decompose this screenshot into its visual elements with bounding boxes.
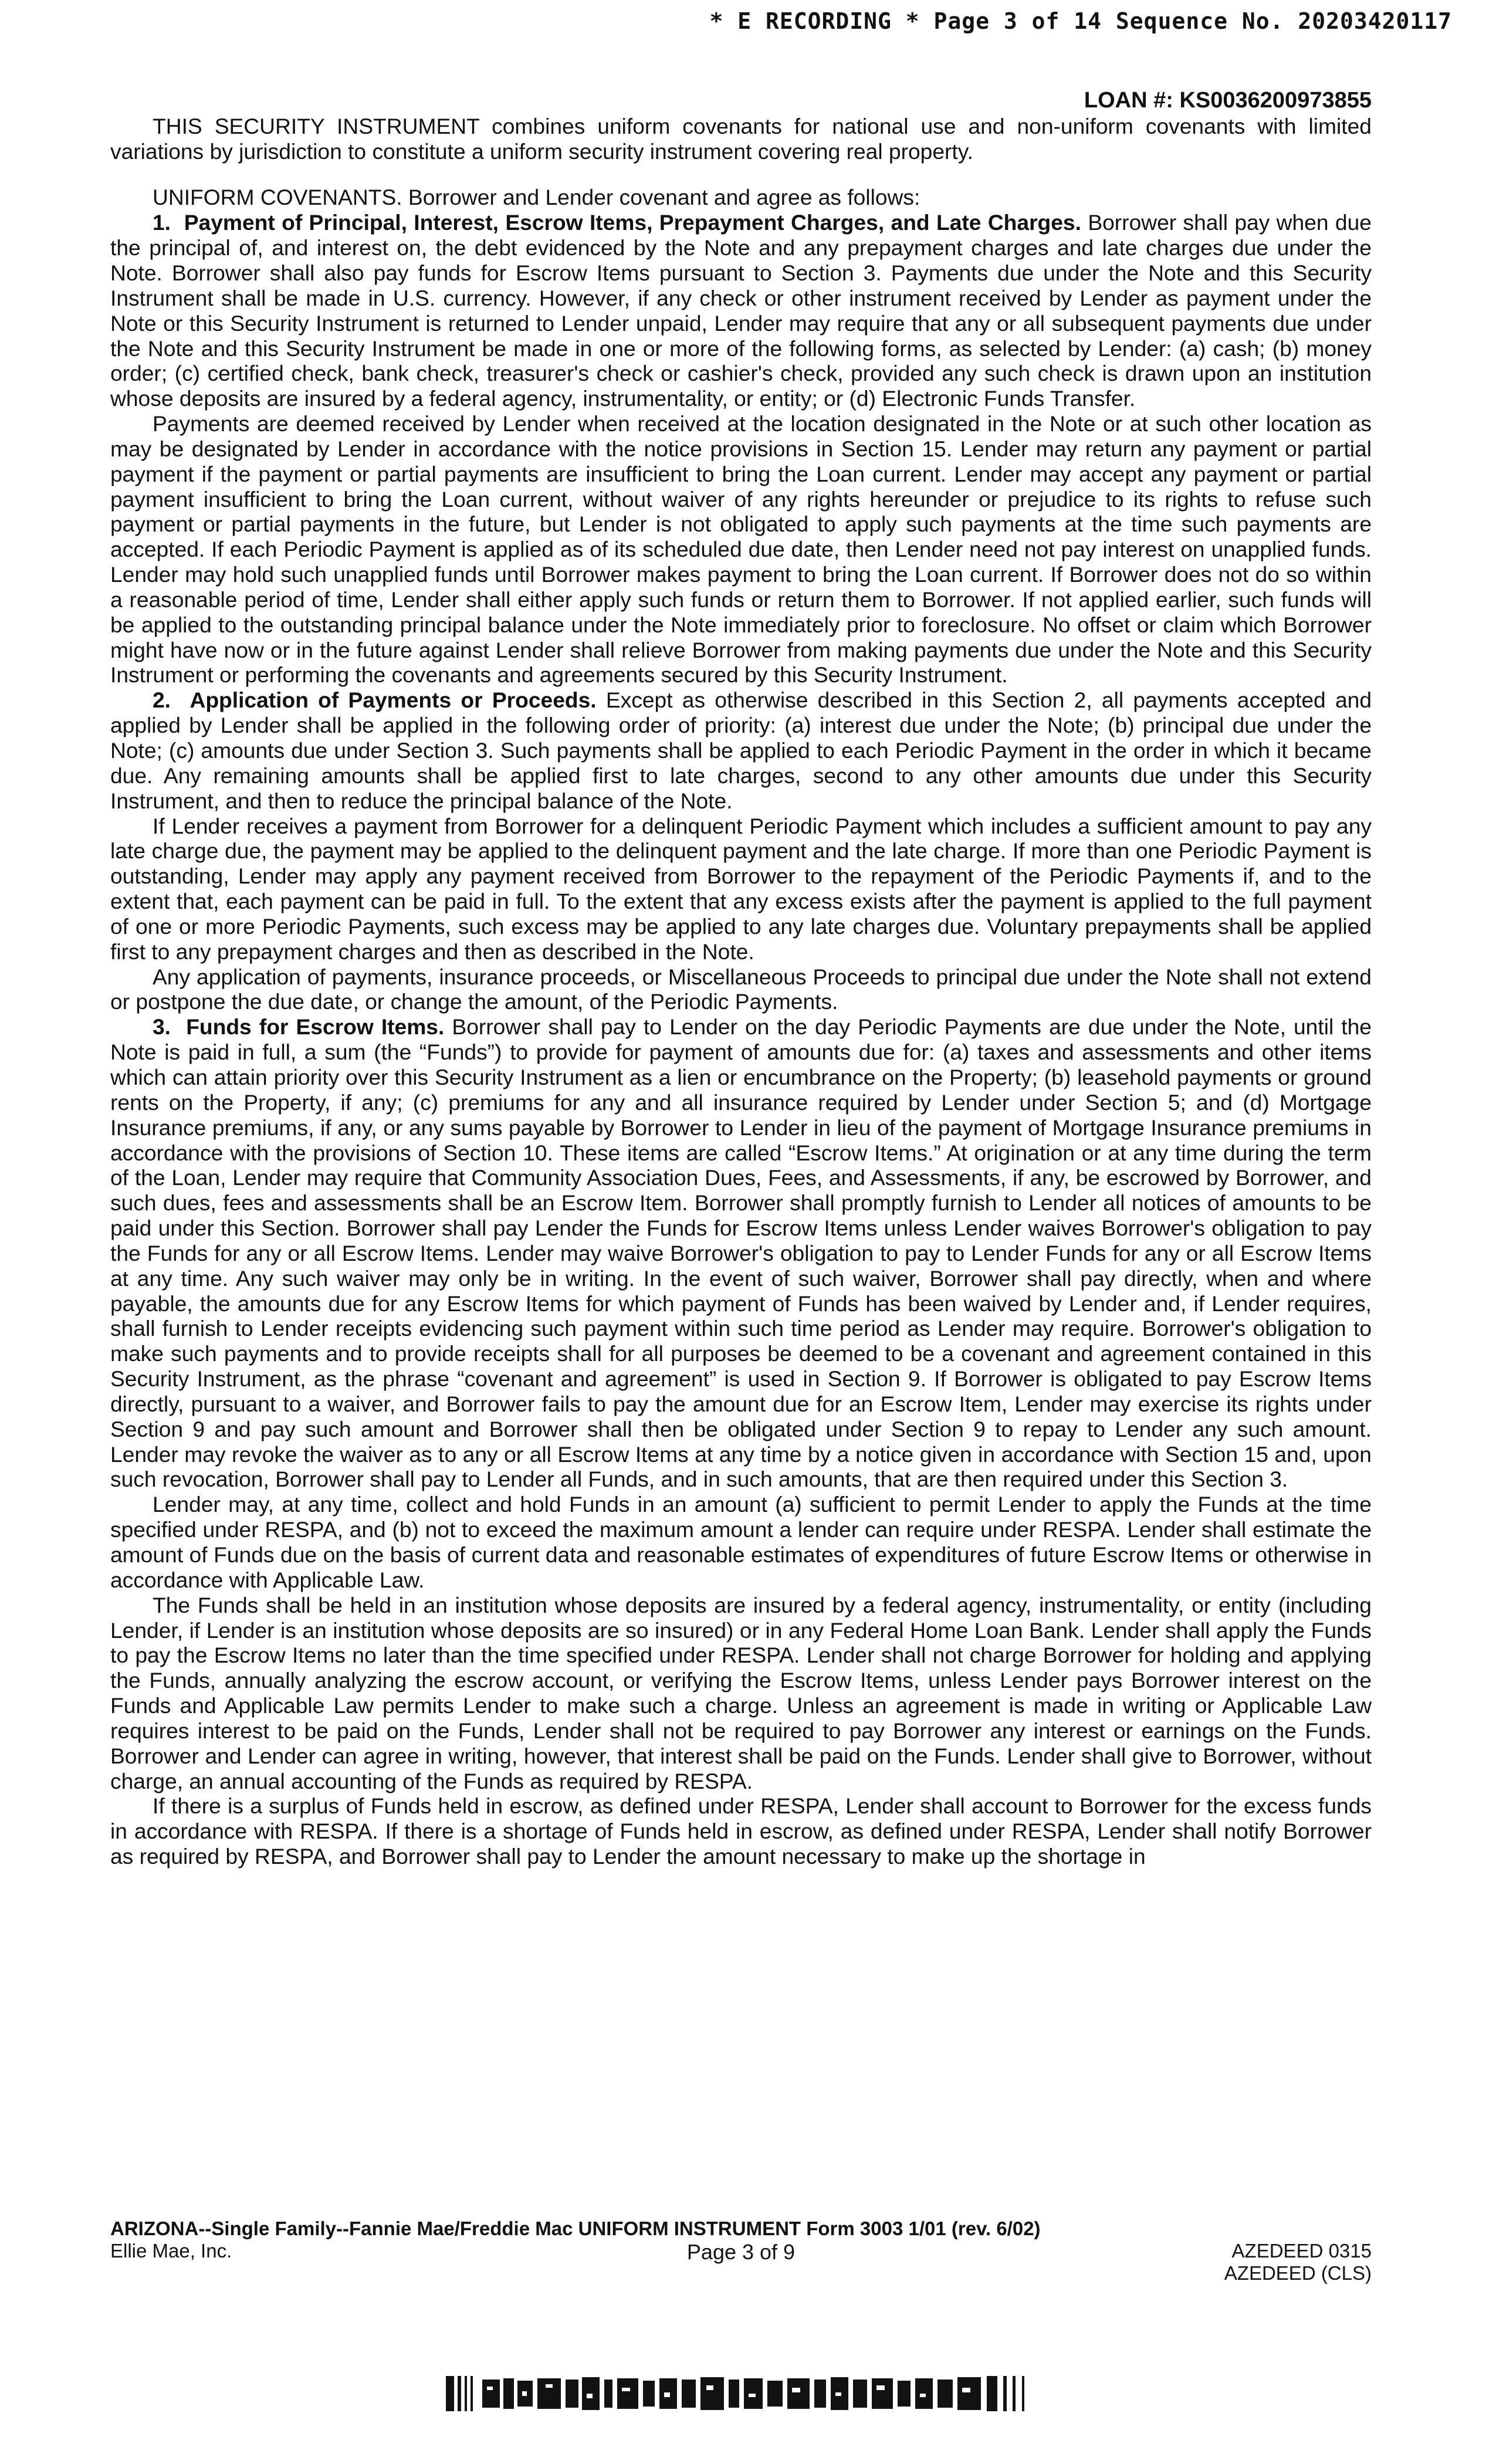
barcode-image [446, 2376, 1044, 2411]
section-1-paragraph [110, 210, 1372, 411]
company-name: Ellie Mae, Inc. [110, 2239, 232, 2262]
form-code-1: AZEDEED 0315 [1231, 2239, 1372, 2262]
form-title: ARIZONA--Single Family--Fannie Mae/Freddie Mac UNIFORM INSTRUMENT Form 3003 1/01 (rev. 6/02) [110, 2218, 1041, 2239]
section-2-paragraph-2: If Lender receives a payment from Borrower for a delinquent Periodic Payment which includes a sufficient amount to pay any late charge due, the payment may be applied to the delinquent payment and the late charge. If more than one Periodic Payment is outstanding, Lender may apply any payment received from Borrower to the repayment of the Periodic Payments if, and to the extent that, each payment can be paid in full. To the extent that any excess exists after the payment is applied to the full payment of one or more Periodic Payments, such excess may be applied to any late charges due. Voluntary prepayments shall be applied first to any prepayment charges and then as described in the Note. [110, 813, 1372, 964]
uniform-covenants-heading: UNIFORM COVENANTS. Borrower and Lender covenant and agree as follows: [153, 185, 920, 210]
section-3-paragraph [110, 1014, 1372, 1492]
section-3-paragraph-3: The Funds shall be held in an institution whose deposits are insured by a federal agency, instrumentality, or entity (including Lender, if Lender is an institution whose deposits are so insured) or in any Federal Home Loan Bank. Lender shall apply the Funds to pay the Escrow Items no later than the time specified under RESPA. Lender shall not charge Borrower for holding and applying the Funds, annually analyzing the escrow account, or verifying the Escrow Items, unless Lender pays Borrower interest on the Funds and Applicable Law permits Lender to make such a charge. Unless an agreement is made in writing or Applicable Law requires interest to be paid on the Funds, Lender shall not be required to pay Borrower any interest or earnings on the Funds. Borrower and Lender can agree in writing, however, that interest shall be paid on the Funds. Lender shall give to Borrower, without charge, an annual accounting of the Funds as required by RESPA. [110, 1592, 1372, 1793]
section-1-title: Payment of Principal, Interest, Escrow Items, Prepayment Charges, and Late Charges. [184, 210, 1081, 235]
section-3-text: Borrower shall pay to Lender on the day Periodic Payments are due under the Note, until the Note is paid in full, a sum (the “Funds”) to provide for payment of amounts due for: (a) taxes and assessments and other items which can attain priority over this Security Instrument as a lien or encumbrance on the Property; (b) leasehold payments or ground rents on the Property, if any; (c) premiums for any and all insurance required by Lender under Section 5; and (d) Mortgage Insurance premiums, if any, or any sums payable by Borrower to Lender in lieu of the payment of Mortgage Insurance premiums in accordance with the provisions of Section 10. These items are called “Escrow Items.” At origination or at any time during the term of the Loan, Lender may require that Community Association Dues, Fees, and Assessments, if any, be escrowed by Borrower, and such dues, fees and assessments shall be an Escrow Item. Borrower shall promptly furnish to Lender all notices of amounts to be paid under this Section. Borrower shall pay Lender the Funds for Escrow Items unless Lender waives Borrower's obligation to pay the Funds for any or all Escrow Items. Lender may waive Borrower's obligation to pay to Lender Funds for any or all Escrow Items at any time. Any such waiver may only be in writing. In the event of such waiver, Borrower shall pay directly, when and where payable, the amounts due for any Escrow Items for which payment of Funds has been waived by Lender and, if Lender requires, shall furnish to Lender receipts evidencing such payment within such time period as Lender may require. Borrower's obligation to make such payments and to provide receipts shall for all purposes be deemed to be a covenant and agreement contained in this Security Instrument, as the phrase “covenant and agreement” is used in Section 9. If Borrower is obligated to pay Escrow Items directly, pursuant to a waiver, and Borrower fails to pay the amount due for an Escrow Item, Lender may exercise its rights under Section 9 and pay such amount and Borrower shall then be obligated under Section 9 to repay to Lender any such amount. Lender may revoke the waiver as to any or all Escrow Items at any time by a notice given in accordance with Section 15 and, upon such revocation, Borrower shall pay to Lender all Funds, and in such amounts, that are then required under this Section 3. [110, 1014, 1372, 1492]
section-2-number: 2. [153, 688, 171, 713]
document-body [110, 88, 1372, 1869]
section-3-number: 3. [153, 1014, 171, 1040]
section-2-paragraph-3: Any application of payments, insurance proceeds, or Miscellaneous Proceeds to principal due under the Note shall not extend or postpone the due date, or change the amount, of the Periodic Payments. [110, 964, 1372, 1014]
form-codes [1224, 2240, 1372, 2284]
intro-paragraph: THIS SECURITY INSTRUMENT combines uniform covenants for national use and non-uniform covenants with limited variations by jurisdiction to constitute a uniform security instrument covering real property. [110, 113, 1372, 164]
section-1-number: 1. [153, 210, 171, 235]
section-2-text: Except as otherwise described in this Section 2, all payments accepted and applied by Lender shall be applied in the following order of priority: (a) interest due under the Note; (b) principal due under the Note; (c) amounts due under Section 3. Such payments shall be applied to each Periodic Payment in the order in which it became due. Any remaining amounts shall be applied first to late charges, second to any other amounts due under this Security Instrument, and then to reduce the principal balance of the Note. [110, 688, 1372, 813]
section-1-paragraph-2: Payments are deemed received by Lender when received at the location designated in the Note or at such other location as may be designated by Lender in accordance with the notice provisions in Section 15. Lender may return any payment or partial payment if the payment or partial payments are insufficient to bring the Loan current. Lender may accept any payment or partial payment insufficient to bring the Loan current, without waiver of any rights hereunder or prejudice to its rights to refuse such payment or partial payments in the future, but Lender is not obligated to apply such payments at the time such payments are accepted. If each Periodic Payment is applied as of its scheduled due date, then Lender need not pay interest on unapplied funds. Lender may hold such unapplied funds until Borrower makes payment to bring the Loan current. If Borrower does not do so within a reasonable period of time, Lender shall either apply such funds or return them to Borrower. If not applied earlier, such funds will be applied to the outstanding principal balance under the Note immediately prior to foreclosure. No offset or claim which Borrower might have now or in the future against Lender shall relieve Borrower from making payments due under the Note and this Security Instrument or performing the covenants and agreements secured by this Security Instrument. [110, 411, 1372, 688]
section-3-paragraph-4: If there is a surplus of Funds held in escrow, as defined under RESPA, Lender shall account to Borrower for the excess funds in accordance with RESPA. If there is a shortage of Funds held in escrow, as defined under RESPA, Lender shall notify Borrower as required by RESPA, and Borrower shall pay to Lender the amount necessary to make up the shortage in [110, 1793, 1372, 1869]
section-2-title: Application of Payments or Proceeds. [189, 688, 597, 713]
section-2-paragraph [110, 688, 1372, 813]
section-3-title: Funds for Escrow Items. [186, 1014, 445, 1040]
form-code-2: AZEDEED (CLS) [1224, 2262, 1372, 2284]
page-footer [110, 2218, 1372, 2293]
page-number: Page 3 of 9 [686, 2239, 796, 2264]
recording-header: * E RECORDING * Page 3 of 14 Sequence No. 20203420117 [709, 8, 1452, 34]
section-1-text: Borrower shall pay when due the principal of, and interest on, the debt evidenced by the Note and any prepayment charges and late charges due under the Note. Borrower shall also pay funds for Escrow Items pursuant to Section 3. Payments due under the Note and this Security Instrument shall be made in U.S. currency. However, if any check or other instrument received by Lender as payment under the Note or this Security Instrument is returned to Lender unpaid, Lender may require that any or all subsequent payments due under the Note and this Security Instrument be made in one or more of the following forms, as selected by Lender: (a) cash; (b) money order; (c) certified check, bank check, treasurer's check or cashier's check, provided any such check is drawn upon an institution whose deposits are insured by a federal agency, instrumentality, or entity; or (d) Electronic Funds Transfer. [110, 210, 1372, 411]
section-3-paragraph-2: Lender may, at any time, collect and hold Funds in an amount (a) sufficient to permit Lender to apply the Funds at the time specified under RESPA, and (b) not to exceed the maximum amount a lender can require under RESPA. Lender shall estimate the amount of Funds due on the basis of current data and reasonable estimates of expenditures of future Escrow Items or otherwise in accordance with Applicable Law. [110, 1492, 1372, 1592]
loan-number: LOAN #: KS0036200973855 [1084, 88, 1372, 113]
